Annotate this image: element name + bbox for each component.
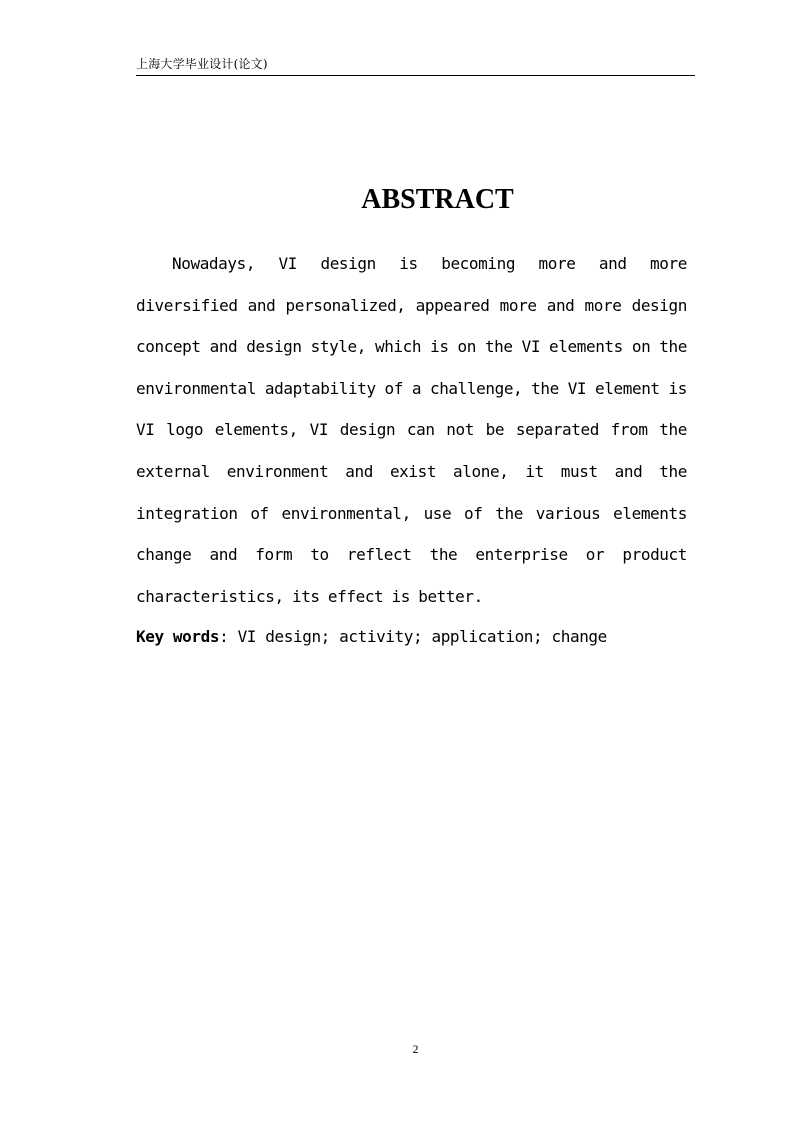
abstract-title: ABSTRACT [361, 184, 514, 215]
running-header: 上海大学毕业设计(论文) [136, 55, 695, 76]
abstract-body: Nowadays, VI design is becoming more and more diversified and personalized, appeared more and more design concept and design style, which is on the VI elements on the environmental adaptability of a challenge, the VI element is VI logo elements, VI design can not be separated from the external environment and exist alone, it must and the integration of environmental, use of the various elements change and form to reflect the enterprise or product characteristics, its effect is better. [136, 254, 687, 606]
keywords-value: VI design; activity; application; change [237, 627, 607, 646]
keywords-separator: : [219, 627, 238, 646]
keywords-line [136, 619, 696, 655]
page-number: 2 [412, 1042, 419, 1056]
keywords-label: Key words [136, 627, 220, 646]
